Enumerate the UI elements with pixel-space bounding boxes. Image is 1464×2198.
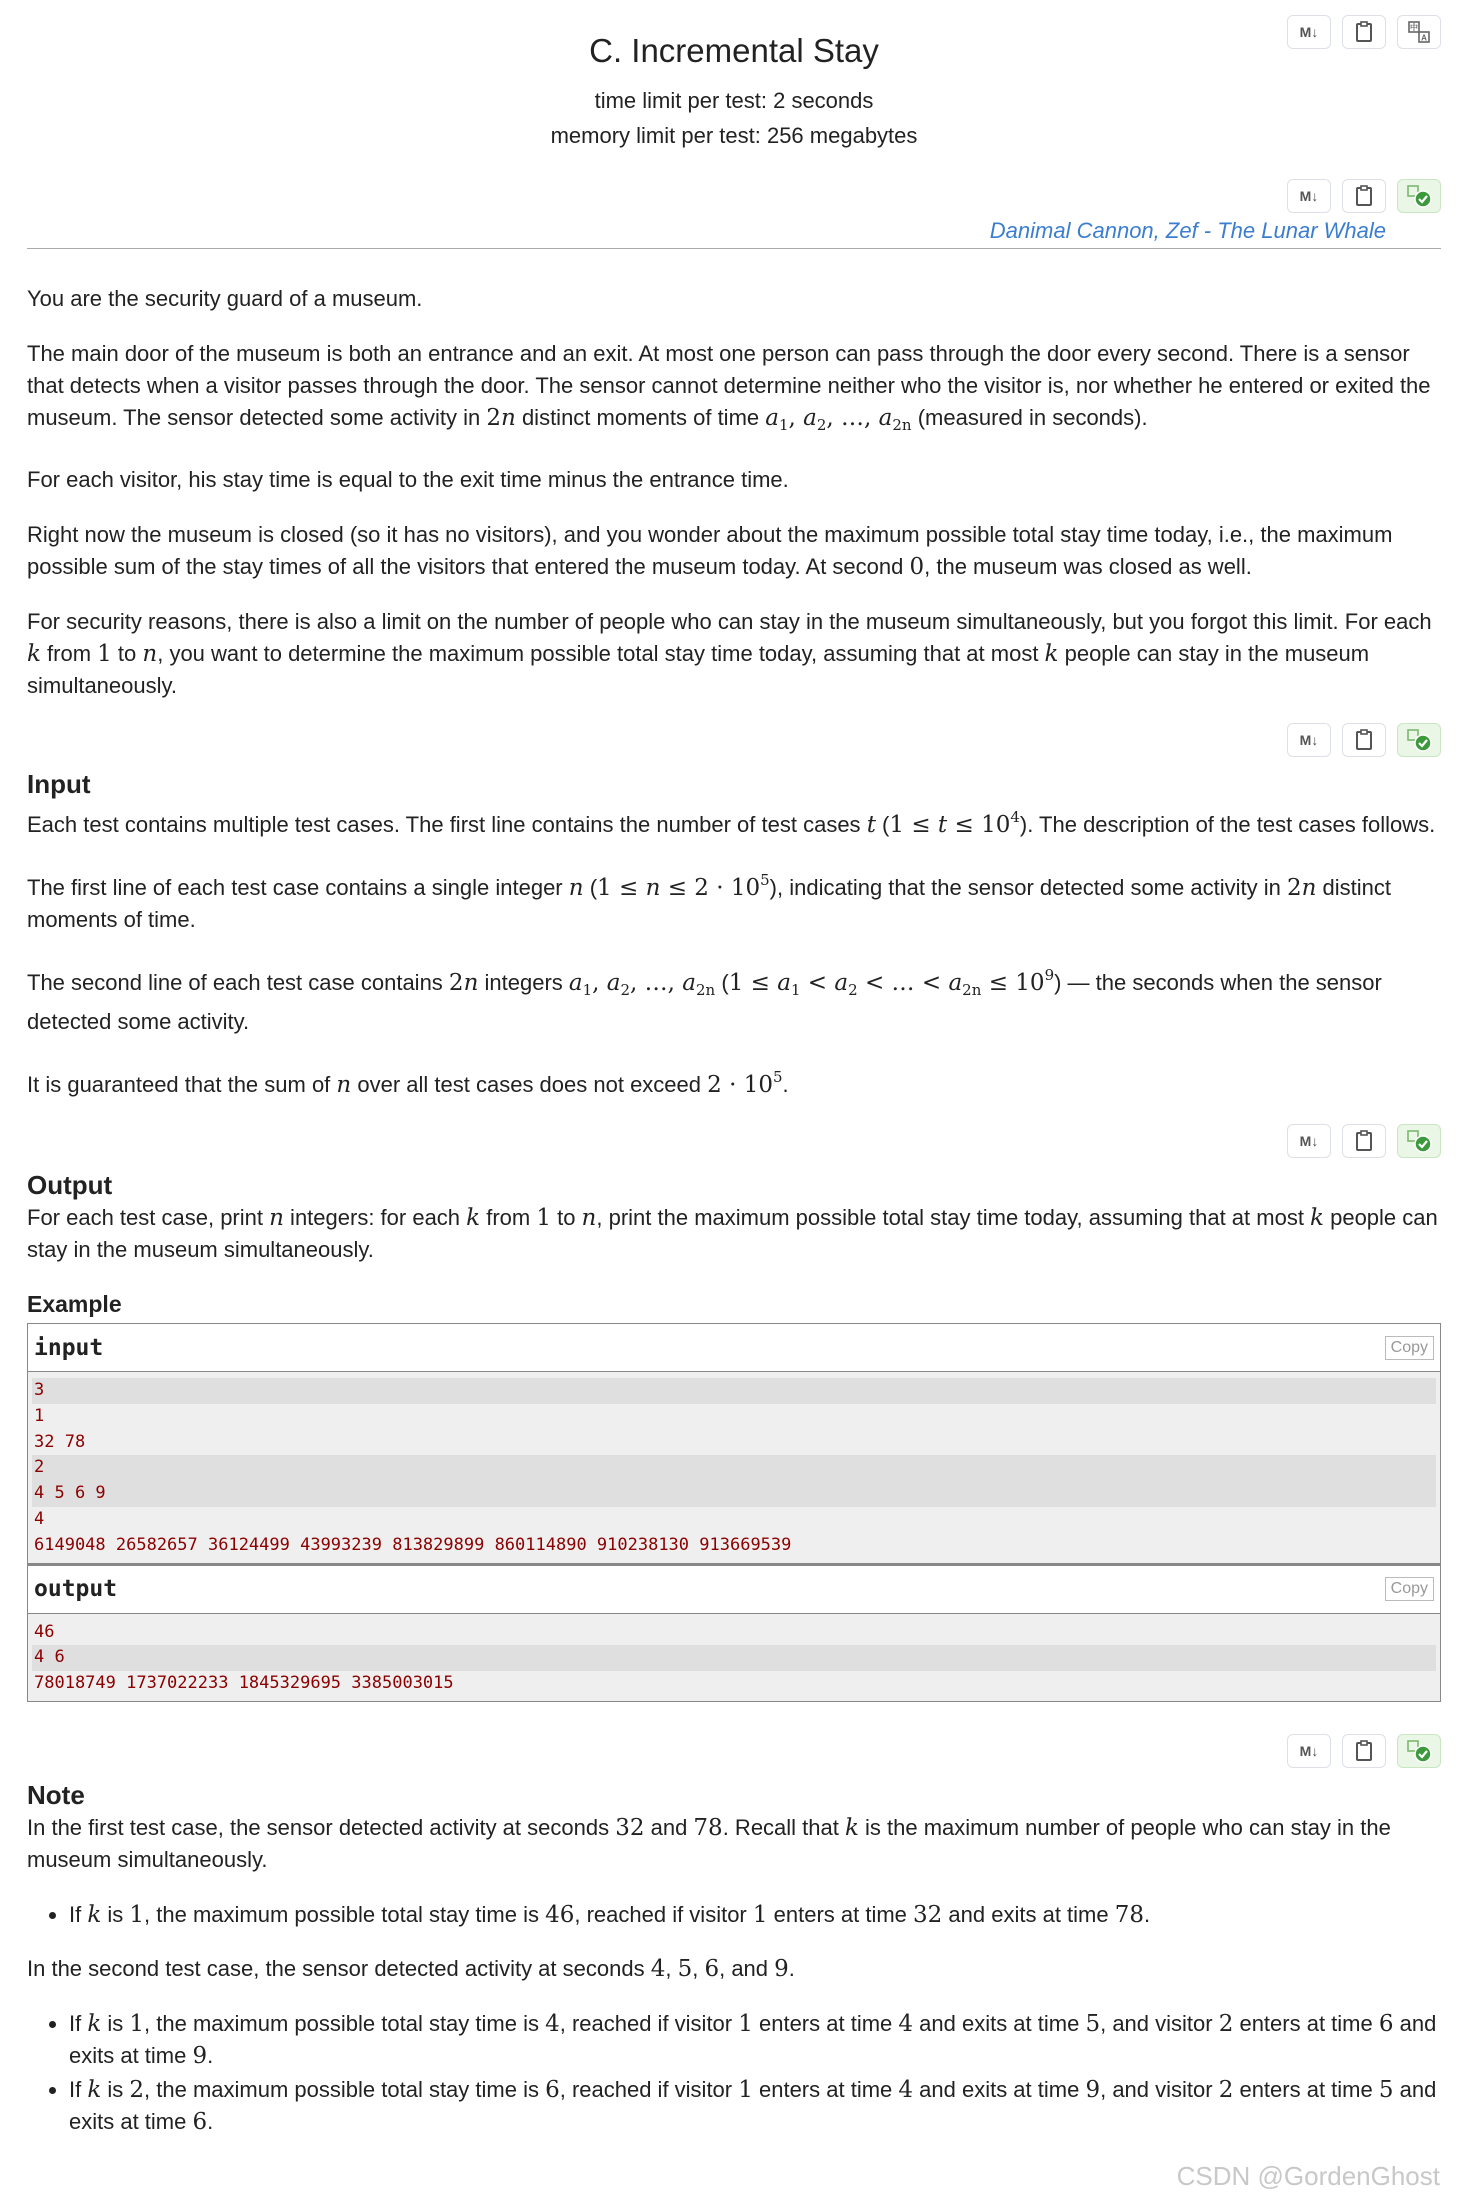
math-m: n: [568, 875, 584, 901]
math-n: 6: [545, 2076, 560, 2103]
math-m: n: [336, 1072, 352, 1098]
math-sup: 9: [1044, 966, 1055, 984]
markdown-button[interactable]: M↓: [1287, 1734, 1331, 1768]
math-sub: 2: [848, 981, 858, 999]
text: It is guaranteed that the sum of: [27, 1072, 337, 1097]
math-n: 2: [1286, 875, 1302, 901]
text: Right now the museum is closed (so it has no visitors), and you wonder about the maximum possible total stay time today, i.e., the maximum possible sum of the stay times of all the visitors that entered the museum today. At second: [27, 522, 1393, 579]
math-n: 2: [486, 405, 501, 431]
text: (: [875, 812, 890, 837]
math-n: 2: [1218, 2076, 1234, 2103]
text: and exits at time: [913, 2010, 1086, 2036]
math-sub: 2: [816, 416, 827, 434]
math-n: 6: [192, 2108, 208, 2135]
text: , print the maximum possible total stay time today, assuming that at most: [596, 1205, 1311, 1230]
math-n: , …,: [630, 970, 683, 996]
text: The first line of each test case contains a single integer: [27, 875, 569, 900]
text: . Recall that: [722, 1814, 845, 1840]
math-n: 1: [738, 2010, 753, 2037]
math-n: ≤ 10: [981, 970, 1045, 996]
code-line: 78018749 1737022233 1845329695 3385003015: [34, 1673, 454, 1694]
math-n: 1: [129, 2010, 145, 2037]
math-n: ,: [592, 970, 607, 996]
text: and: [644, 1814, 694, 1840]
text: and exits at time: [69, 2076, 1437, 2134]
clipboard-icon: [1355, 729, 1373, 751]
text: , reached if visitor: [574, 1901, 753, 1927]
text: , the maximum possible total stay time is: [144, 2076, 546, 2102]
code-line: 46: [34, 1621, 55, 1642]
paragraph: [27, 801, 1441, 841]
svg-text:A: A: [1421, 33, 1427, 43]
output-label: output: [34, 1576, 118, 1603]
math-n: 9: [192, 2042, 208, 2069]
text: people can stay in the museum simultaneously.: [27, 641, 1370, 698]
text: to: [111, 641, 143, 666]
math-m: a: [606, 970, 621, 996]
math-sub: 1: [790, 981, 801, 999]
text: For each visitor, his stay time is equal to the exit time minus the entrance time.: [27, 467, 789, 492]
math-n: ≤ 10: [947, 812, 1011, 838]
text: In the second test case, the sensor detected activity at seconds: [27, 1955, 651, 1981]
math-sub: 2n: [892, 416, 912, 434]
math-n: 78: [693, 1814, 723, 1841]
text: enters at time: [1233, 2076, 1379, 2102]
math-n: ,: [788, 405, 804, 431]
translated-check-icon: [1406, 184, 1432, 208]
copy-button[interactable]: [1342, 723, 1386, 757]
math-sub: 1: [778, 416, 789, 434]
text: and exits at time: [913, 2076, 1086, 2102]
math-n: 1: [129, 1901, 145, 1928]
sample-output[interactable]: [28, 1614, 1440, 1701]
code-line: 2: [32, 1455, 1436, 1481]
math-m: a: [834, 970, 849, 996]
example-box: [27, 1323, 1441, 1702]
example-heading: Example: [27, 1291, 122, 1317]
text: integers: for each: [283, 1205, 467, 1230]
text: enters at time: [752, 2076, 899, 2102]
text: (: [583, 875, 598, 900]
translated-check-icon: [1406, 728, 1432, 752]
markdown-button[interactable]: M↓: [1287, 723, 1331, 757]
input-header: [28, 1324, 1440, 1372]
code-line: 4 5 6 9: [32, 1481, 1436, 1507]
text: distinct moments of time: [515, 405, 766, 430]
paragraph: [27, 519, 1441, 583]
copy-button[interactable]: [1342, 1124, 1386, 1158]
text: ) — the seconds when the sensor detected some activity.: [27, 970, 1382, 1034]
markdown-button[interactable]: M↓: [1287, 179, 1331, 213]
paragraph: [27, 1953, 1441, 1985]
math-m: k: [87, 2076, 102, 2103]
math-n: 4: [898, 2076, 914, 2103]
paragraph: [27, 283, 1441, 315]
paragraph: [27, 464, 1441, 496]
math-n: ≤ 2 · 10: [660, 875, 761, 901]
copy-button[interactable]: [1342, 15, 1386, 49]
translate-button[interactable]: [1397, 1124, 1441, 1158]
math-n: 2: [129, 2076, 145, 2103]
math-m: n: [142, 641, 158, 667]
math-n: 5: [677, 1955, 693, 1982]
copy-input-button[interactable]: Copy: [1385, 1336, 1434, 1360]
bullet-list: [27, 2008, 1441, 2138]
math-n: 6: [704, 1955, 720, 1982]
paragraph: [27, 1812, 1441, 1876]
paragraph: [27, 959, 1441, 1038]
code-line: 1: [34, 1405, 45, 1426]
paragraph: [27, 338, 1441, 441]
math-n: 5: [1085, 2010, 1101, 2037]
text: ,: [692, 1955, 705, 1981]
math-n: 9: [1085, 2076, 1101, 2103]
text: is: [101, 1901, 130, 1927]
text: is: [101, 2010, 130, 2036]
list-item: [69, 1899, 1441, 1931]
text: from: [480, 1205, 537, 1230]
text: .: [207, 2042, 214, 2068]
translate-button[interactable]: [1397, 179, 1441, 213]
text: You are the security guard of a museum.: [27, 286, 423, 311]
note-section: [27, 1812, 1441, 2138]
math-m: k: [844, 1814, 859, 1841]
author-link[interactable]: Danimal Cannon, Zef - The Lunar Whale: [989, 218, 1386, 243]
copy-output-button[interactable]: Copy: [1385, 1577, 1434, 1601]
copy-button[interactable]: [1342, 1734, 1386, 1768]
paragraph: [27, 864, 1441, 936]
text: The second line of each test case contains: [27, 970, 449, 995]
math-n: 1: [97, 641, 112, 667]
math-m: n: [581, 1205, 597, 1231]
text: , and: [719, 1955, 775, 1981]
note-toolbar: [27, 1734, 1441, 1768]
text: is the maximum number of people who can stay in the museum simultaneously.: [27, 1814, 1391, 1872]
text: ), indicating that the sensor detected some activity in: [769, 875, 1287, 900]
text: integers: [478, 970, 569, 995]
text: For security reasons, there is also a limit on the number of people who can stay in the museum simultaneously, but you forgot this limit. For each: [27, 609, 1432, 634]
text: and exits at time: [69, 2010, 1437, 2068]
math-m: n: [501, 405, 516, 431]
divider: [27, 248, 1441, 249]
clipboard-icon: [1355, 21, 1373, 43]
math-m: a: [568, 970, 583, 996]
text: .: [1144, 1901, 1151, 1927]
math-sup: 5: [760, 871, 770, 889]
text: , and visitor: [1100, 2076, 1219, 2102]
math-n: 4: [650, 1955, 666, 1982]
translated-check-icon: [1406, 1739, 1432, 1763]
math-m: k: [1044, 641, 1059, 667]
code-line: 4 6: [32, 1645, 1436, 1671]
watermark: CSDN @GordenGhost: [1176, 2161, 1440, 2191]
math-n: 2 · 10: [707, 1072, 773, 1098]
text: If: [69, 2010, 88, 2036]
math-m: a: [765, 405, 779, 431]
text: Each test contains multiple test cases. The first line contains the number of test cases: [27, 812, 867, 837]
math-n: 6: [1378, 2010, 1394, 2037]
output-section: [27, 1202, 1441, 1266]
math-n: <: [800, 970, 835, 996]
legend-section: [27, 283, 1441, 702]
math-m: a: [682, 970, 697, 996]
text: , the maximum possible total stay time is: [144, 1901, 546, 1927]
input-label: input: [34, 1334, 104, 1361]
copy-button[interactable]: [1342, 179, 1386, 213]
math-n: 1 ≤: [889, 812, 938, 838]
math-sub: 2: [620, 981, 631, 999]
input-section: [27, 801, 1441, 1101]
text: If: [69, 2076, 88, 2102]
input-toolbar: [27, 723, 1441, 757]
math-m: k: [27, 641, 41, 667]
math-n: 46: [545, 1901, 575, 1928]
clipboard-icon: [1355, 185, 1373, 207]
math-sub: 2n: [696, 981, 716, 999]
math-m: k: [87, 1901, 102, 1928]
math-n: 32: [913, 1901, 943, 1928]
translate-button[interactable]: [1397, 1734, 1441, 1768]
translate-icon: [1407, 20, 1431, 44]
math-n: 2: [448, 970, 464, 996]
text: If: [69, 1901, 88, 1927]
translate-button[interactable]: [1397, 723, 1441, 757]
text: from: [40, 641, 98, 666]
math-n: 1 ≤: [597, 875, 646, 901]
note-heading: Note: [27, 1779, 85, 1810]
text: distinct moments of time.: [27, 875, 1392, 932]
bullet-list: [27, 1899, 1441, 1931]
math-m: n: [269, 1205, 284, 1231]
math-m: t: [866, 812, 876, 838]
text: .: [788, 1955, 795, 1981]
memory-limit: memory limit per test: 256 megabytes: [550, 123, 918, 148]
svg-text:中: 中: [1410, 23, 1418, 32]
math-m: n: [645, 875, 661, 901]
text: , you want to determine the maximum possible total stay time today, assuming that at most: [157, 641, 1045, 666]
text: , reached if visitor: [559, 2010, 739, 2036]
math-sup: 5: [772, 1068, 783, 1086]
text: is: [101, 2076, 130, 2102]
text: .: [782, 1072, 789, 1097]
text: (: [715, 970, 729, 995]
list-item: [69, 2008, 1441, 2072]
translate-button[interactable]: [1397, 15, 1441, 49]
text: enters at time: [752, 2010, 899, 2036]
math-n: 1 ≤: [728, 970, 778, 996]
text: and exits at time: [942, 1901, 1115, 1927]
clipboard-icon: [1355, 1130, 1373, 1152]
math-n: , …,: [826, 405, 879, 431]
paragraph: [27, 1202, 1441, 1266]
math-n: 0: [909, 554, 925, 580]
problem-title: C. Incremental Stay: [589, 32, 879, 69]
text: , and visitor: [1100, 2010, 1219, 2036]
paragraph: [27, 606, 1441, 702]
output-heading: Output: [27, 1170, 113, 1200]
output-toolbar: [27, 1124, 1441, 1158]
paragraph: [27, 1061, 1441, 1101]
text: .: [207, 2108, 214, 2134]
text: , the maximum possible total stay time is: [144, 2010, 546, 2036]
code-line: 32 78: [34, 1431, 86, 1452]
math-m: n: [1301, 875, 1317, 901]
text: In the first test case, the sensor detected activity at seconds: [27, 1814, 616, 1840]
text: ). The description of the test cases follows.: [1019, 812, 1436, 837]
text: For each test case, print: [27, 1205, 270, 1230]
math-sup: 4: [1010, 808, 1020, 826]
math-n: 1: [536, 1205, 551, 1231]
clipboard-icon: [1355, 1740, 1373, 1762]
text: enters at time: [767, 1901, 914, 1927]
text: people can stay in the museum simultaneously.: [27, 1205, 1438, 1262]
text: , reached if visitor: [559, 2076, 739, 2102]
problem-statement: [27, 0, 1441, 2160]
math-m: n: [463, 970, 479, 996]
code-line: 3: [32, 1378, 1436, 1404]
math-m: t: [937, 812, 948, 838]
math-sub: 1: [582, 981, 593, 999]
math-n: 9: [774, 1955, 789, 1982]
math-m: k: [1310, 1205, 1324, 1231]
math-n: 32: [615, 1814, 645, 1841]
text: to: [550, 1205, 582, 1230]
math-m: k: [466, 1205, 481, 1231]
math-n: 4: [898, 2010, 914, 2037]
markdown-button[interactable]: M↓: [1287, 1124, 1331, 1158]
math-m: k: [87, 2010, 102, 2037]
legend-toolbar: [27, 179, 1441, 213]
text: enters at time: [1233, 2010, 1379, 2036]
math-sub: 2n: [962, 981, 982, 999]
math-n: 78: [1114, 1901, 1145, 1928]
math-n: 1: [752, 1901, 768, 1928]
math-m: a: [878, 405, 893, 431]
math-n: 1: [738, 2076, 753, 2103]
text: over all test cases does not exceed: [351, 1072, 708, 1097]
translated-check-icon: [1406, 1129, 1432, 1153]
math-n: 4: [545, 2010, 560, 2037]
code-line: 6149048 26582657 36124499 43993239 813829899 860114890 910238130 913669539: [34, 1534, 792, 1555]
math-n: < … <: [857, 970, 949, 996]
output-header: [28, 1566, 1440, 1614]
list-item: [69, 2074, 1441, 2138]
sample-input[interactable]: [28, 1372, 1440, 1563]
text: The main door of the museum is both an entrance and an exit. At most one person can pass through the door every second. There is a sensor that detects when a visitor passes through the door. The sensor cannot determine neither who the visitor is, nor whether he entered or exited the museum. The sensor detected some activity in: [27, 341, 1431, 430]
math-n: 2: [1218, 2010, 1234, 2037]
math-m: a: [777, 970, 791, 996]
math-m: a: [803, 405, 817, 431]
input-heading: Input: [27, 769, 91, 799]
text: ,: [665, 1955, 678, 1981]
text: (measured in seconds).: [911, 405, 1148, 430]
math-n: 5: [1378, 2076, 1394, 2103]
text: , the museum was closed as well.: [924, 554, 1252, 579]
code-line: 4: [34, 1508, 45, 1529]
time-limit: time limit per test: 2 seconds: [594, 88, 874, 113]
math-m: a: [948, 970, 963, 996]
markdown-button[interactable]: M↓: [1287, 15, 1331, 49]
